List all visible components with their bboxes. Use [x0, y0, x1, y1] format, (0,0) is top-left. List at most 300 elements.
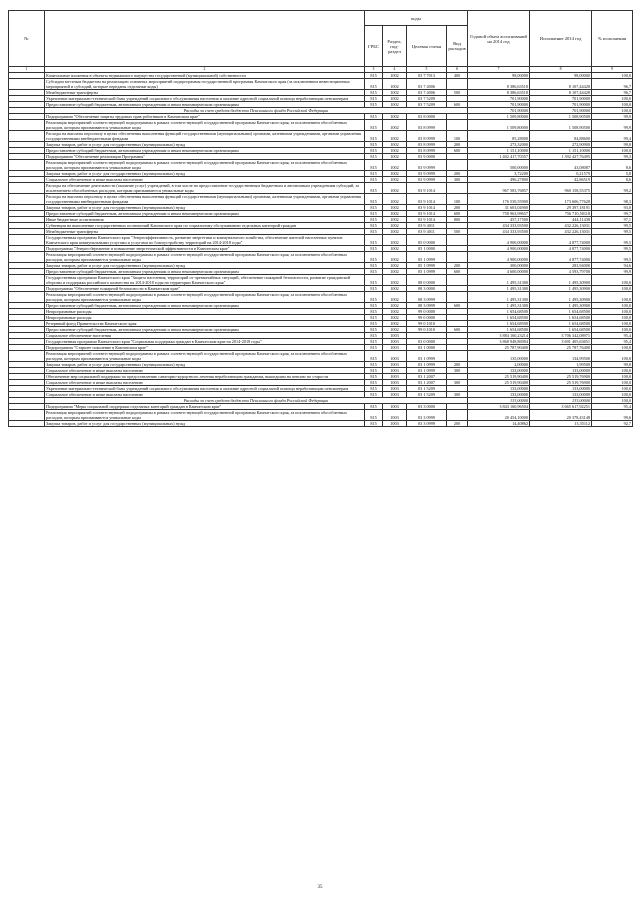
target-cell: 03 9 1014 [407, 217, 447, 223]
pct-cell: 92,7 [592, 421, 633, 427]
row-name-cell: Подпрограмма "Обеспечение реализации Программы" [45, 154, 365, 160]
target-cell: 03 1 0000 [407, 345, 447, 351]
target-cell: 05 1 0999 [407, 252, 447, 263]
grbs-cell: 815 [365, 217, 383, 223]
exec-cell: 1 654,68500 [530, 321, 592, 327]
row-name-cell: Иные бюджетные ассигнования [45, 217, 365, 223]
vid-cell: 200 [447, 263, 468, 269]
grbs-cell: 815 [365, 205, 383, 211]
grbs-cell: 815 [365, 263, 383, 269]
pct-cell: 99,9 [592, 269, 633, 275]
razdel-cell: 1002 [383, 309, 407, 315]
colnum: 3 [365, 67, 383, 73]
row-name-cell: Подпрограмма "Обеспечение пожарной безопасности в Камчатском крае" [45, 286, 365, 292]
row-name-cell: Закупка товаров, работ и услуг для государственных (муниципальных) нужд [45, 142, 365, 148]
row-name-cell: Социальное обеспечение населения [45, 333, 365, 339]
row-name-cell: Расходы на выплаты персоналу в целях обеспечения выполнения функций государственными (муниципальными) органами, казенными учреждениями, органами управления государственными внебюджетными фондами [45, 194, 365, 205]
annual-cell: 500,00000 [468, 160, 530, 171]
razdel-cell: 1002 [383, 79, 407, 90]
header-exec: Исполнение 2014 год [530, 11, 592, 67]
razdel-cell: 1002 [383, 120, 407, 131]
header-vid: Вид расходов [447, 26, 468, 67]
target-cell: 03 0 0000 [407, 339, 447, 345]
vid-cell [447, 120, 468, 131]
exec-cell: 701,90000 [530, 108, 592, 114]
row-name-cell: Реализация мероприятий соответствующей подпрограммы в рамках соответствующей государственной программы Камчатского края, за исключением обособленных расходов, которым присваиваются уникальные коды [45, 410, 365, 421]
annual-cell: 1 495,31300 [468, 286, 530, 292]
grbs-cell: 815 [365, 171, 383, 177]
vid-cell: 400 [447, 73, 468, 79]
razdel-cell: 1002 [383, 321, 407, 327]
exec-cell: 25 519,76900 [530, 380, 592, 386]
vid-cell: 500 [447, 90, 468, 96]
grbs-cell: 815 [365, 79, 383, 90]
colnum: 6 [447, 67, 468, 73]
pct-cell: 94,6 [592, 263, 633, 269]
pct-cell: 100,0 [592, 96, 633, 102]
row-name-cell: Закупка товаров, работ и услуг для государственных (муниципальных) нужд [45, 421, 365, 427]
target-cell: 08 3 0999 [407, 303, 447, 309]
pct-cell: 99,6 [592, 410, 633, 421]
razdel-cell: 1003 [383, 362, 407, 368]
exec-cell: 1,99500 [530, 362, 592, 368]
grbs-cell: 815 [365, 120, 383, 131]
exec-cell: 8 107,44428 [530, 90, 592, 96]
exec-cell: 272,90900 [530, 142, 592, 148]
pct-cell: 100,0 [592, 275, 633, 286]
pct-cell: 99,8 [592, 142, 633, 148]
row-number-cell [9, 421, 45, 427]
target-cell: 03 1 5209 [407, 392, 447, 398]
annual-cell: 2,00000 [468, 362, 530, 368]
vid-cell: 600 [447, 303, 468, 309]
grbs-cell: 815 [365, 96, 383, 102]
razdel-cell: 1002 [383, 183, 407, 194]
colnum: 1 [9, 67, 45, 73]
vid-cell: 200 [447, 142, 468, 148]
razdel-cell: 1003 [383, 421, 407, 427]
razdel-cell: 1002 [383, 275, 407, 286]
annual-cell: 1 509,80000 [468, 114, 530, 120]
annual-cell: 1 151,10000 [468, 148, 530, 154]
pct-cell: 93,0 [592, 205, 633, 211]
razdel-cell: 1003 [383, 374, 407, 380]
annual-cell: 967 583,76857 [468, 183, 530, 194]
row-number-cell [9, 275, 45, 286]
row-name-cell: Реализация мероприятий соответствующей подпрограммы в рамках соответствующей государственной программы Камчатского края, за исключением обособленных расходов, которым присваиваются уникальные коды [45, 160, 365, 171]
pct-cell: 100,0 [592, 73, 633, 79]
row-name-cell: Социальное обеспечение и иные выплаты населению [45, 368, 365, 374]
annual-cell: 133,00000 [468, 392, 530, 398]
annual-cell: 3 843 160,96504 [468, 404, 530, 410]
row-name-cell: Социальное обеспечение и иные выплаты населению [45, 177, 365, 183]
vid-cell [447, 79, 468, 90]
target-cell: 03 9 4011 [407, 223, 447, 229]
vid-cell: 200 [447, 171, 468, 177]
pct-cell: 100,0 [592, 351, 633, 362]
grbs-cell: 815 [365, 315, 383, 321]
exec-cell: 1 654,68500 [530, 309, 592, 315]
row-name-cell: Укрепление материально-технической базы учреждений социального обслуживания населения и оказание адресной социальной помощи неработающим пенсионерам [45, 96, 365, 102]
row-name-cell: Расходы за счет средств бюджета Пенсионного фонда Российской Федерации [45, 108, 468, 114]
grbs-cell: 815 [365, 286, 383, 292]
row-name-cell: Расходы за счет средств бюджета Пенсионного фонда Российской Федерации [45, 398, 468, 404]
grbs-cell: 815 [365, 362, 383, 368]
exec-cell: 444,11438 [530, 217, 592, 223]
exec-cell: 1 508,90500 [530, 120, 592, 131]
pct-cell: 100,0 [592, 108, 633, 114]
grbs-cell: 815 [365, 114, 383, 120]
pct-cell: 100,0 [592, 327, 633, 333]
target-cell: 03 8 0999 [407, 120, 447, 131]
target-cell: 05 0 0000 [407, 235, 447, 246]
annual-cell: 701,90000 [468, 102, 530, 108]
annual-cell: 1 495,31300 [468, 292, 530, 303]
razdel-cell: 1002 [383, 263, 407, 269]
table-row [9, 79, 633, 90]
exec-cell: 25 787,76400 [530, 345, 592, 351]
target-cell: 99 0 1010 [407, 321, 447, 327]
target-cell: 03 1 0999 [407, 368, 447, 374]
razdel-cell: 1002 [383, 194, 407, 205]
header-razdel: Раздел, под-раздел [383, 26, 407, 67]
grbs-cell: 815 [365, 374, 383, 380]
exec-cell: 133,00000 [530, 392, 592, 398]
grbs-cell: 815 [365, 246, 383, 252]
pct-cell: 100,0 [592, 286, 633, 292]
pct-cell: 8,6 [592, 177, 633, 183]
row-number-cell [9, 235, 45, 246]
vid-cell: 600 [447, 327, 468, 333]
grbs-cell: 815 [365, 321, 383, 327]
grbs-cell: 815 [365, 345, 383, 351]
pct-cell: 99,5 [592, 252, 633, 263]
annual-cell: 1 654,68500 [468, 309, 530, 315]
annual-cell: 4 900,00000 [468, 235, 530, 246]
exec-cell: 4 877,74000 [530, 252, 592, 263]
row-number-cell [9, 131, 45, 142]
pct-cell: 100,0 [592, 292, 633, 303]
razdel-cell: 1002 [383, 327, 407, 333]
exec-cell: 4 877,74000 [530, 246, 592, 252]
grbs-cell: 815 [365, 90, 383, 96]
razdel-cell: 1002 [383, 269, 407, 275]
grbs-cell: 815 [365, 410, 383, 421]
razdel-cell: 1002 [383, 171, 407, 177]
exec-cell: 1 495,30900 [530, 286, 592, 292]
grbs-cell: 815 [365, 380, 383, 386]
row-name-cell: Закупка товаров, работ и услуг для государственных (муниципальных) нужд [45, 205, 365, 211]
grbs-cell: 815 [365, 269, 383, 275]
annual-cell: 1 509,80000 [468, 120, 530, 131]
annual-cell: 1 654,68500 [468, 327, 530, 333]
row-number-cell [9, 351, 45, 362]
annual-cell: 8 386,63518 [468, 90, 530, 96]
exec-cell: 0,21579 [530, 171, 592, 177]
pct-cell: 100,0 [592, 309, 633, 315]
grbs-cell: 815 [365, 421, 383, 427]
pct-cell: 100,0 [592, 374, 633, 380]
target-cell: 03 9 1014 [407, 194, 447, 205]
annual-cell: 3 884 160,23214 [468, 333, 530, 339]
annual-cell: 133,00000 [468, 398, 530, 404]
annual-cell: 1 402 417,70357 [468, 154, 530, 160]
razdel-cell: 1002 [383, 90, 407, 96]
header-grbs: ГРБС [365, 26, 383, 67]
row-name-cell: Предоставление субсидий бюджетным, автономным учреждениям и иным некоммерческим организациям [45, 303, 365, 309]
row-name-cell: Расходы на выплаты персоналу в целях обеспечения выполнения функций государственными (муниципальными) органами, казенными учреждениями, органами управления государственными внебюджетными фондами [45, 131, 365, 142]
target-cell: 03 7 7013 [407, 73, 447, 79]
pct-cell: 100,0 [592, 386, 633, 392]
annual-cell: 25 519,90400 [468, 380, 530, 386]
exec-cell: 173 606,77628 [530, 194, 592, 205]
target-cell: 03 3 0999 [407, 410, 447, 421]
target-cell: 03 8 0999 [407, 131, 447, 142]
target-cell: 03 9 0999 [407, 160, 447, 171]
target-cell: 08 3 0999 [407, 292, 447, 303]
vid-cell: 100 [447, 194, 468, 205]
row-name-cell: Закупка товаров, работ и услуг для государственных (муниципальных) нужд [45, 171, 365, 177]
vid-cell: 300 [447, 368, 468, 374]
annual-cell: 758 963,98657 [468, 211, 530, 217]
row-name-cell: Резервный фонд Правительства Камчатского края [45, 321, 365, 327]
table-body [9, 73, 633, 427]
vid-cell: 600 [447, 269, 468, 275]
row-name-cell: Субвенции на выполнение государственных полномочий Камчатского края по социальному обслуживанию отдельных категорий граждан [45, 223, 365, 229]
header-target: Целевая статья [407, 26, 447, 67]
row-name-cell: Капитальные вложения в объекты недвижимого имущества государственной (муниципальной) собственности [45, 73, 365, 79]
row-name-cell: Предоставление субсидий бюджетным, автономным учреждениям и иным некоммерческим организациям [45, 148, 365, 154]
exec-cell: 1 495,30900 [530, 303, 592, 309]
grbs-cell: 815 [365, 142, 383, 148]
target-cell: 03 9 4011 [407, 229, 447, 235]
row-name-cell: Межбюджетные трансферты [45, 229, 365, 235]
exec-cell: 133,00000 [530, 386, 592, 392]
row-name-cell: Реализация мероприятий соответствующей подпрограммы в рамках соответствующей государственной программы Камчатского края, за исключением обособленных расходов, которым присваиваются уникальные коды [45, 252, 365, 263]
pct-cell: 99,7 [592, 211, 633, 217]
pct-cell: 100,0 [592, 102, 633, 108]
page-number: 35 [317, 885, 323, 890]
vid-cell [447, 292, 468, 303]
pct-cell: 99,5 [592, 246, 633, 252]
annual-cell: 133,00000 [468, 386, 530, 392]
annual-cell: 14,40862 [468, 421, 530, 427]
table-row [9, 131, 633, 142]
grbs-cell: 815 [365, 351, 383, 362]
row-name-cell: Реализация мероприятий соответствующей подпрограммы в рамках соответствующей государственной программы Камчатского края, за исключением обособленных расходов, которым присваиваются уникальные коды [45, 351, 365, 362]
table-row [9, 351, 633, 362]
razdel-cell: 1003 [383, 380, 407, 386]
annual-cell: 1 495,31300 [468, 303, 530, 309]
header-num: № [9, 11, 45, 67]
pct-cell: 99,4 [592, 131, 633, 142]
exec-cell: 84,88600 [530, 131, 592, 142]
annual-cell: 4 900,00000 [468, 246, 530, 252]
colnum: 4 [383, 67, 407, 73]
table-row [9, 160, 633, 171]
row-name-cell: Межбюджетные трансферты [45, 90, 365, 96]
annual-cell: 3,72200 [468, 171, 530, 177]
vid-cell [447, 275, 468, 286]
row-name-cell: Расходы на обеспечение деятельности (оказание услуг) учреждений, в том числе на предоставление государственным бюджетным и автономным учреждениям субсидий, за исключением обособленных расходов, которым присваиваются уникальные коды [45, 183, 365, 194]
row-name-cell: Укрепление материально-технической базы учреждений социального обслуживания населения и оказание адресной социальной помощи неработающим пенсионерам [45, 386, 365, 392]
exec-cell: 1 654,68500 [530, 327, 592, 333]
row-name-cell: Социальное обеспечение и иные выплаты населению [45, 380, 365, 386]
grbs-cell: 815 [365, 404, 383, 410]
annual-cell: 98,00000 [468, 73, 530, 79]
annual-cell: 434 333,93500 [468, 223, 530, 229]
grbs-cell: 815 [365, 177, 383, 183]
target-cell: 03 1 5209 [407, 386, 447, 392]
vid-cell: 200 [447, 421, 468, 427]
table-row [9, 421, 633, 427]
grbs-cell: 815 [365, 160, 383, 171]
exec-cell: 432 226,13031 [530, 223, 592, 229]
target-cell: 03 9 1014 [407, 211, 447, 217]
annual-cell: 20 454,10000 [468, 410, 530, 421]
row-number-cell [9, 120, 45, 131]
row-name-cell: Предоставление субсидий бюджетным, автономным учреждениям и иным некоммерческим организациям [45, 269, 365, 275]
razdel-cell: 1003 [383, 386, 407, 392]
vid-cell [447, 183, 468, 194]
row-name-cell: Предоставление субсидий бюджетным, автономным учреждениям и иным некоммерческим организациям [45, 102, 365, 108]
pct-cell: 99,2 [592, 183, 633, 194]
razdel-cell: 1002 [383, 211, 407, 217]
razdel-cell: 1003 [383, 351, 407, 362]
exec-cell: 29 397,18191 [530, 205, 592, 211]
razdel-cell: 1002 [383, 292, 407, 303]
table-row [9, 194, 633, 205]
vid-cell: 600 [447, 148, 468, 154]
target-cell: 03 1 0999 [407, 362, 447, 368]
exec-cell: 42,86519 [530, 177, 592, 183]
grbs-cell: 815 [365, 73, 383, 79]
table-row [9, 235, 633, 246]
row-name-cell: Непрограммные расходы [45, 309, 365, 315]
pct-cell: 97,1 [592, 217, 633, 223]
pct-cell: 99,5 [592, 223, 633, 229]
target-cell: 05 1 0999 [407, 269, 447, 275]
target-cell: 03 3 0999 [407, 421, 447, 427]
grbs-cell: 815 [365, 102, 383, 108]
target-cell: 03 1 2007 [407, 374, 447, 380]
target-cell: 03 8 0999 [407, 148, 447, 154]
exec-cell: 133,00000 [530, 368, 592, 374]
grbs-cell: 815 [365, 183, 383, 194]
row-name-cell: Социальное обеспечение и иные выплаты населению [45, 392, 365, 398]
target-cell: 99 0 0000 [407, 309, 447, 315]
header-pct: % исполнения [592, 11, 633, 67]
row-number-cell [9, 292, 45, 303]
annual-cell: 176 539,55900 [468, 194, 530, 205]
annual-cell: 135,00000 [468, 351, 530, 362]
exec-cell: 3 691 405,63651 [530, 339, 592, 345]
exec-cell: 283,94000 [530, 263, 592, 269]
target-cell: 05 1 0000 [407, 246, 447, 252]
target-cell: 05 1 0999 [407, 263, 447, 269]
exec-cell: 4 593,79700 [530, 269, 592, 275]
razdel-cell: 1002 [383, 217, 407, 223]
exec-cell: 133,00000 [530, 398, 592, 404]
header-codes: коды [365, 11, 468, 26]
pct-cell: 100,0 [592, 345, 633, 351]
target-cell: 03 1 0999 [407, 351, 447, 362]
annual-cell: 3 868 948,86904 [468, 339, 530, 345]
target-cell: 03 9 0999 [407, 177, 447, 183]
exec-cell: 701,90000 [530, 96, 592, 102]
target-cell: 08 0 0000 [407, 275, 447, 286]
grbs-cell: 815 [365, 327, 383, 333]
pct-cell: 95,4 [592, 339, 633, 345]
grbs-cell: 815 [365, 252, 383, 263]
table-row [9, 183, 633, 194]
exec-cell: 432 226,13031 [530, 229, 592, 235]
razdel-cell: 1003 [383, 333, 407, 339]
annual-cell: 31 603,04900 [468, 205, 530, 211]
pct-cell: 95,4 [592, 404, 633, 410]
row-name-cell: Государственная программа Камчатского края "Социальная поддержка граждан в Камчатском крае на 2014-2018 годы" [45, 339, 365, 345]
row-name-cell: Непрограммные расходы [45, 315, 365, 321]
target-cell: 03 7 5209 [407, 102, 447, 108]
annual-cell: 4 900,00000 [468, 252, 530, 263]
row-name-cell: Подпрограмма "Обеспечение защиты трудовых прав работников в Камчатском крае" [45, 114, 365, 120]
pct-cell: 5,8 [592, 171, 633, 177]
row-name-cell: Подпрограмма "Старшее поколение в Камчатском крае" [45, 345, 365, 351]
razdel-cell: 1002 [383, 114, 407, 120]
grbs-cell: 815 [365, 392, 383, 398]
pct-cell: 99,9 [592, 120, 633, 131]
pct-cell: 100,0 [592, 321, 633, 327]
row-name-cell: Закупка товаров, работ и услуг для государственных (муниципальных) нужд [45, 263, 365, 269]
annual-cell: 701,90000 [468, 108, 530, 114]
grbs-cell: 815 [365, 309, 383, 315]
row-number-cell [9, 79, 45, 90]
target-cell: 03 1 2007 [407, 380, 447, 386]
pct-cell: 99,5 [592, 235, 633, 246]
row-name-cell: Обеспечение мер социальной поддержки по предоставлению санаторно-курортного лечения неработающим гражданам, вышедшим на пенсию по старости [45, 374, 365, 380]
razdel-cell: 1002 [383, 315, 407, 321]
exec-cell: 20 378,43148 [530, 410, 592, 421]
row-name-cell: Реализация мероприятий соответствующей подпрограммы в рамках соответствующей государственной программы Камчатского края, за исключением обособленных расходов, которым присваиваются уникальные коды [45, 292, 365, 303]
colnum: 7 [468, 67, 530, 73]
table-row [9, 275, 633, 286]
annual-cell: 85,28000 [468, 131, 530, 142]
grbs-cell: 815 [365, 229, 383, 235]
exec-cell: 3 706 342,08971 [530, 333, 592, 339]
budget-table [8, 10, 633, 427]
target-cell: 03 9 1014 [407, 205, 447, 211]
header-annual: Годовой объем ассигнований на 2014 год [468, 11, 530, 67]
pct-cell: 100,0 [592, 303, 633, 309]
exec-cell: 701,90000 [530, 102, 592, 108]
pct-cell: 95,4 [592, 333, 633, 339]
razdel-cell: 1003 [383, 392, 407, 398]
exec-cell: 1 495,30900 [530, 292, 592, 303]
pct-cell: 100,0 [592, 368, 633, 374]
vid-cell: 300 [447, 380, 468, 386]
row-number-cell [9, 252, 45, 263]
annual-cell: 8 386,63518 [468, 79, 530, 90]
grbs-cell: 815 [365, 211, 383, 217]
vid-cell: 600 [447, 102, 468, 108]
grbs-cell: 815 [365, 303, 383, 309]
vid-cell: 600 [447, 211, 468, 217]
annual-cell: 300,00000 [468, 263, 530, 269]
pct-cell: 100,0 [592, 398, 633, 404]
annual-cell: 496,27800 [468, 177, 530, 183]
grbs-cell: 815 [365, 148, 383, 154]
grbs-cell: 815 [365, 154, 383, 160]
